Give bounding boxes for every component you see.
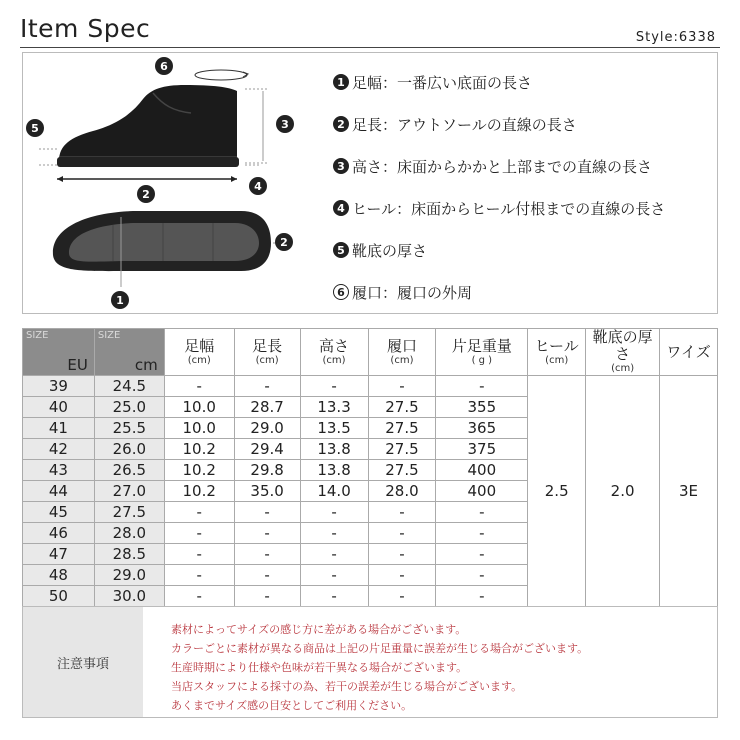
cell-w: 10.0	[164, 397, 234, 418]
cell-g: 365	[436, 418, 528, 439]
cell-o: -	[368, 565, 436, 586]
cell-o: 28.0	[368, 481, 436, 502]
header-foot-width: 足幅 (cm)	[164, 329, 234, 376]
cell-w: 10.2	[164, 481, 234, 502]
cell-eu: 45	[23, 502, 95, 523]
cell-h: 14.0	[300, 481, 368, 502]
cell-h: -	[300, 586, 368, 607]
cell-h: -	[300, 523, 368, 544]
header-heel: ヒール (cm)	[528, 329, 586, 376]
definition-text: ヒール：床面からヒール付根までの直線の長さ	[352, 199, 666, 218]
cell-cm: 25.0	[94, 397, 164, 418]
cell-heel: 2.5	[528, 376, 586, 607]
cell-g: -	[436, 544, 528, 565]
cell-eu: 48	[23, 565, 95, 586]
cell-cm: 27.0	[94, 481, 164, 502]
cell-g: -	[436, 565, 528, 586]
table-header-row	[23, 329, 718, 376]
cell-l: 35.0	[234, 481, 300, 502]
cell-cm: 28.5	[94, 544, 164, 565]
cell-o: -	[368, 376, 436, 397]
cell-l: -	[234, 586, 300, 607]
marker-5-icon: 5	[26, 119, 44, 137]
cell-l: -	[234, 544, 300, 565]
cell-g: 400	[436, 460, 528, 481]
cell-cm: 26.0	[94, 439, 164, 460]
number-1-icon: 1	[333, 74, 349, 90]
opening-circumference-arrow	[195, 70, 247, 80]
cell-w: -	[164, 502, 234, 523]
cell-g: 375	[436, 439, 528, 460]
style-number: Style:6338	[635, 30, 716, 45]
cell-o: -	[368, 586, 436, 607]
measurement-definitions	[333, 61, 717, 313]
note-line: 生産時期により仕様や色味が若干異なる場合がございます。	[171, 661, 468, 674]
header-weight: 片足重量 ( g )	[436, 329, 528, 376]
header-sole-thickness: 靴底の厚さ (cm)	[586, 329, 660, 376]
cell-l: -	[234, 502, 300, 523]
header-wise: ワイズ	[660, 329, 718, 376]
number-6-icon: 6	[333, 284, 349, 300]
cell-g: -	[436, 523, 528, 544]
cell-o: 27.5	[368, 460, 436, 481]
cell-o: 27.5	[368, 397, 436, 418]
definition-text: 高さ：床面からかかと上部までの直線の長さ	[352, 157, 653, 176]
notes-panel	[22, 606, 718, 718]
cell-g: -	[436, 502, 528, 523]
cell-w: -	[164, 565, 234, 586]
definition-item	[333, 145, 717, 187]
notes-body	[143, 607, 717, 717]
shoe-illustration	[23, 53, 323, 313]
header-height: 高さ (cm)	[300, 329, 368, 376]
notes-label: 注意事項	[23, 607, 143, 717]
title-divider	[20, 47, 720, 48]
cell-eu: 50	[23, 586, 95, 607]
note-line: 当店スタッフによる採寸の為、若干の誤差が生じる場合がございます。	[171, 680, 523, 693]
cell-o: 27.5	[368, 439, 436, 460]
cell-eu: 39	[23, 376, 95, 397]
cell-w: -	[164, 376, 234, 397]
marker-4-icon: 4	[249, 177, 267, 195]
cell-l: 29.0	[234, 418, 300, 439]
cell-cm: 28.0	[94, 523, 164, 544]
cell-cm: 30.0	[94, 586, 164, 607]
cell-w: -	[164, 523, 234, 544]
number-4-icon: 4	[333, 200, 349, 216]
header-eu: SIZE EU	[23, 329, 95, 376]
definition-text: 靴底の厚さ	[352, 241, 428, 260]
cell-l: -	[234, 523, 300, 544]
marker-3-icon: 3	[276, 115, 294, 133]
number-3-icon: 3	[333, 158, 349, 174]
cell-l: -	[234, 376, 300, 397]
cell-o: -	[368, 523, 436, 544]
cell-cm: 29.0	[94, 565, 164, 586]
cell-g: 355	[436, 397, 528, 418]
cell-h: -	[300, 565, 368, 586]
definition-text: 足幅：一番広い底面の長さ	[352, 73, 533, 92]
cell-eu: 44	[23, 481, 95, 502]
cell-w: -	[164, 544, 234, 565]
definition-item	[333, 61, 717, 103]
cell-cm: 25.5	[94, 418, 164, 439]
cell-eu: 47	[23, 544, 95, 565]
cell-l: -	[234, 565, 300, 586]
header-opening: 履口 (cm)	[368, 329, 436, 376]
cell-eu: 42	[23, 439, 95, 460]
cell-g: 400	[436, 481, 528, 502]
shoe-diagram	[23, 53, 323, 313]
cell-g: -	[436, 586, 528, 607]
cell-eu: 41	[23, 418, 95, 439]
number-2-icon: 2	[333, 116, 349, 132]
definition-item	[333, 271, 717, 313]
cell-eu: 43	[23, 460, 95, 481]
cell-cm: 27.5	[94, 502, 164, 523]
cell-w: 10.0	[164, 418, 234, 439]
note-line: あくまでサイズ感の目安としてご利用ください。	[171, 699, 413, 712]
cell-o: -	[368, 544, 436, 565]
header-cm: SIZE cm	[94, 329, 164, 376]
cell-w: 10.2	[164, 460, 234, 481]
definition-item	[333, 187, 717, 229]
cell-cm: 26.5	[94, 460, 164, 481]
cell-h: 13.5	[300, 418, 368, 439]
cell-w: 10.2	[164, 439, 234, 460]
cell-sole-thickness: 2.0	[586, 376, 660, 607]
cell-h: 13.3	[300, 397, 368, 418]
cell-l: 28.7	[234, 397, 300, 418]
spec-panel	[22, 52, 718, 314]
note-line: カラーごとに素材が異なる商品は上記の片足重量に誤差が生じる場合がございます。	[171, 642, 589, 655]
cell-cm: 24.5	[94, 376, 164, 397]
marker-2-sole-icon: 2	[275, 233, 293, 251]
marker-2-icon: 2	[137, 185, 155, 203]
cell-l: 29.8	[234, 460, 300, 481]
definition-item	[333, 103, 717, 145]
definition-text: 履口：履口の外周	[352, 283, 473, 302]
cell-o: -	[368, 502, 436, 523]
boot-side-view	[59, 85, 237, 165]
cell-wise: 3E	[660, 376, 718, 607]
cell-h: 13.8	[300, 439, 368, 460]
number-5-icon: 5	[333, 242, 349, 258]
note-line: 素材によってサイズの感じ方に差がある場合がございます。	[171, 623, 467, 636]
cell-eu: 40	[23, 397, 95, 418]
cell-w: -	[164, 586, 234, 607]
cell-o: 27.5	[368, 418, 436, 439]
header-foot-length: 足長 (cm)	[234, 329, 300, 376]
marker-1-icon: 1	[111, 291, 129, 309]
cell-h: -	[300, 544, 368, 565]
definition-item	[333, 229, 717, 271]
cell-l: 29.4	[234, 439, 300, 460]
table-row	[23, 376, 718, 397]
cell-h: -	[300, 502, 368, 523]
definition-text: 足長：アウトソールの直線の長さ	[352, 115, 577, 134]
size-table	[22, 328, 718, 607]
cell-h: -	[300, 376, 368, 397]
marker-6-icon: 6	[155, 57, 173, 75]
cell-h: 13.8	[300, 460, 368, 481]
page-title: Item Spec	[20, 14, 151, 43]
cell-g: -	[436, 376, 528, 397]
cell-eu: 46	[23, 523, 95, 544]
